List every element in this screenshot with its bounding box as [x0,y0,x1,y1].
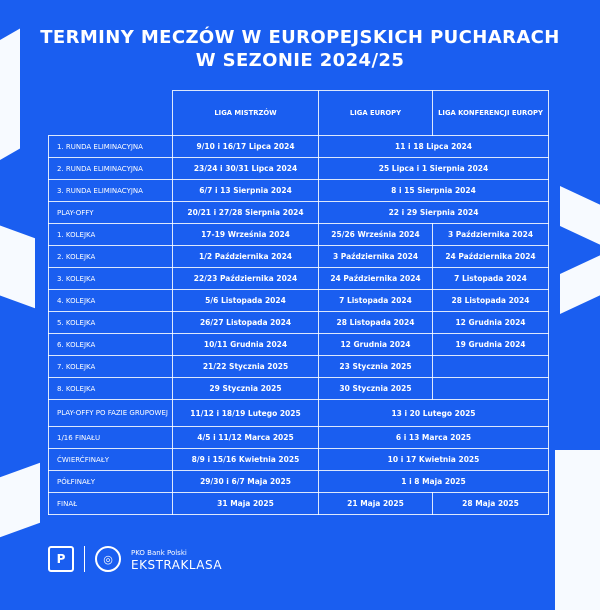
page-title [0,26,600,72]
cell-ucl: 17-19 Września 2024 [173,224,319,246]
cell-ucl: 5/6 Listopada 2024 [173,290,319,312]
cell-ucl: 22/23 Października 2024 [173,268,319,290]
branding [48,546,222,572]
cell-ucl: 21/22 Stycznia 2025 [173,356,319,378]
table-row [49,334,549,356]
cell-uel-uecl: 13 i 20 Lutego 2025 [319,400,549,427]
table-row [49,290,549,312]
table-row [49,493,549,515]
table-row [49,246,549,268]
row-label: 3. RUNDA ELIMINACYJNA [49,180,173,202]
table-row [49,202,549,224]
table-row [49,158,549,180]
row-label: PÓŁFINAŁY [49,471,173,493]
row-label: 5. KOLEJKA [49,312,173,334]
cell-uel-uecl: 25 Lipca i 1 Sierpnia 2024 [319,158,549,180]
row-label: 2. KOLEJKA [49,246,173,268]
cell-ucl: 10/11 Grudnia 2024 [173,334,319,356]
cell-uel-uecl: 6 i 13 Marca 2025 [319,427,549,449]
row-label: 1. RUNDA ELIMINACYJNA [49,136,173,158]
table-row [49,224,549,246]
background-stripe-right-mid [560,246,600,314]
title-line-1: TERMINY MECZÓW W EUROPEJSKICH PUCHARACH [40,27,560,48]
cell-uecl: 19 Grudnia 2024 [433,334,549,356]
cell-uecl: 28 Maja 2025 [433,493,549,515]
cell-ucl: 26/27 Listopada 2024 [173,312,319,334]
table-row [49,449,549,471]
row-label: 1/16 FINAŁU [49,427,173,449]
header-ucl: LIGA MISTRZÓW [173,91,319,136]
table-header-row [49,91,549,136]
cell-uecl: 12 Grudnia 2024 [433,312,549,334]
cell-uel: 25/26 Września 2024 [319,224,433,246]
background-stripe-bottom-right [555,450,600,610]
table-row [49,400,549,427]
cell-ucl: 23/24 i 30/31 Lipca 2024 [173,158,319,180]
cell-uel: 21 Maja 2025 [319,493,433,515]
cell-uel-uecl: 22 i 29 Sierpnia 2024 [319,202,549,224]
cell-ucl: 11/12 i 18/19 Lutego 2025 [173,400,319,427]
table-row [49,427,549,449]
row-label: FINAŁ [49,493,173,515]
cell-uel: 12 Grudnia 2024 [319,334,433,356]
background-stripe-left [0,222,35,308]
cell-ucl: 4/5 i 11/12 Marca 2025 [173,427,319,449]
table-row [49,378,549,400]
cell-ucl: 29 Stycznia 2025 [173,378,319,400]
row-label: 3. KOLEJKA [49,268,173,290]
cell-uel: 23 Stycznia 2025 [319,356,433,378]
cell-ucl: 31 Maja 2025 [173,493,319,515]
cell-uel: 7 Listopada 2024 [319,290,433,312]
schedule-table [48,90,549,515]
cell-ucl: 1/2 Października 2024 [173,246,319,268]
cell-uel-uecl: 8 i 15 Sierpnia 2024 [319,180,549,202]
cell-ucl: 9/10 i 16/17 Lipca 2024 [173,136,319,158]
cell-uecl: 24 Października 2024 [433,246,549,268]
ekstraklasa-logo-icon: ◎ [95,546,121,572]
cell-uel: 30 Stycznia 2025 [319,378,433,400]
background-stripe-right [560,186,600,254]
background-stripe-bottom-left [0,463,40,538]
row-label: 2. RUNDA ELIMINACYJNA [49,158,173,180]
row-label: 6. KOLEJKA [49,334,173,356]
cell-uecl: 7 Listopada 2024 [433,268,549,290]
cell-ucl: 29/30 i 6/7 Maja 2025 [173,471,319,493]
cell-uel-uecl: 11 i 18 Lipca 2024 [319,136,549,158]
table-corner-cell [49,91,173,136]
cell-uecl [433,356,549,378]
row-label: 4. KOLEJKA [49,290,173,312]
cell-ucl: 20/21 i 27/28 Sierpnia 2024 [173,202,319,224]
table-row [49,312,549,334]
cell-uel: 24 Października 2024 [319,268,433,290]
cell-ucl: 8/9 i 15/16 Kwietnia 2025 [173,449,319,471]
cell-uecl: 3 Października 2024 [433,224,549,246]
table-row [49,471,549,493]
brand-text [131,547,222,571]
row-label: PLAY-OFFY PO FAZIE GRUPOWEJ [49,400,173,427]
row-label: 8. KOLEJKA [49,378,173,400]
cell-uecl: 28 Listopada 2024 [433,290,549,312]
row-label: PLAY-OFFY [49,202,173,224]
table-row [49,268,549,290]
league-name: EKSTRAKLASA [131,558,223,572]
cell-uel: 3 Października 2024 [319,246,433,268]
row-label: 1. KOLEJKA [49,224,173,246]
cell-uel-uecl: 10 i 17 Kwietnia 2025 [319,449,549,471]
row-label: ĆWIERĆFINAŁY [49,449,173,471]
header-uel: LIGA EUROPY [319,91,433,136]
table-row [49,136,549,158]
table-row [49,356,549,378]
title-line-2: W SEZONIE 2024/25 [195,50,405,71]
cell-ucl: 6/7 i 13 Sierpnia 2024 [173,180,319,202]
table-row [49,180,549,202]
logo-divider [84,546,85,572]
cell-uel: 28 Listopada 2024 [319,312,433,334]
row-label: 7. KOLEJKA [49,356,173,378]
pko-logo-icon: P [48,546,74,572]
cell-uel-uecl: 1 i 8 Maja 2025 [319,471,549,493]
cell-uecl [433,378,549,400]
header-uecl: LIGA KONFERENCJI EUROPY [433,91,549,136]
sponsor-name: PKO Bank Polski [131,549,187,557]
